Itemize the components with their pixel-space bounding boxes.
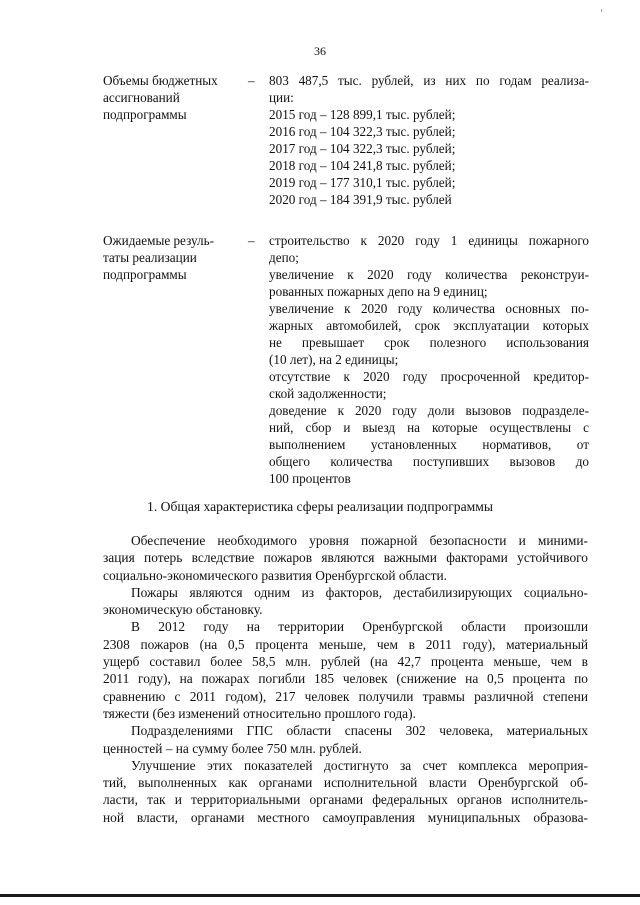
results-line: депо; bbox=[269, 250, 299, 265]
results-label-line: таты реализации bbox=[103, 250, 197, 265]
budget-line: 803 487,5 тыс. рублей, из них по годам реализа- bbox=[269, 73, 589, 88]
section-heading: 1. Общая характеристика сферы реализации подпрограммы bbox=[147, 499, 493, 514]
budget-line: ции: bbox=[269, 90, 294, 105]
budget-content bbox=[269, 72, 589, 208]
budget-label-line: ассигнований bbox=[103, 90, 180, 105]
budget-year-line: 2018 год – 104 241,8 тыс. рублей; bbox=[269, 158, 456, 173]
paragraph-line: Пожары являются одним из факторов, дестабилизирующих социально- bbox=[131, 584, 588, 600]
budget-year-line: 2020 год – 184 391,9 тыс. рублей bbox=[269, 192, 452, 207]
body-text bbox=[103, 532, 588, 826]
results-label-line: подпрограммы bbox=[103, 267, 187, 282]
budget-year-line: 2016 год – 104 322,3 тыс. рублей; bbox=[269, 124, 456, 139]
results-line: увеличение к 2020 году количества реконструи- bbox=[269, 267, 589, 282]
paragraph-line: тяжести (без изменений относительно прошлого года). bbox=[103, 705, 416, 721]
corner-mark: ‘ bbox=[600, 8, 604, 19]
results-line: 100 процентов bbox=[269, 471, 351, 486]
results-line: ской задолженности; bbox=[269, 386, 387, 401]
paragraph-line: экономическую обстановку. bbox=[103, 602, 263, 618]
results-line: рованных пожарных депо на 9 единиц; bbox=[269, 284, 488, 299]
paragraph-line: ласти, так и территориальными органами федеральных органов исполнитель- bbox=[103, 792, 588, 808]
results-dash: – bbox=[248, 233, 255, 248]
results-line: доведение к 2020 году доли вызовов подразделе- bbox=[269, 403, 589, 418]
results-line: общего количества поступивших вызовов до bbox=[269, 454, 589, 469]
results-line: строительство к 2020 году 1 единицы пожарного bbox=[269, 233, 589, 248]
scan-bottom-edge bbox=[0, 894, 640, 897]
results-line: ний, сбор и выезд на которые осуществлены с bbox=[269, 420, 589, 435]
results-content bbox=[269, 232, 589, 487]
results-line: не превышает срок полезного использования bbox=[269, 335, 589, 350]
budget-label-line: подпрограммы bbox=[103, 107, 187, 122]
paragraph-line: ценностей – на сумму более 750 млн. рублей. bbox=[103, 740, 362, 756]
paragraph-line: зация потерь вследствие пожаров являются важными факторами устойчивого bbox=[103, 550, 588, 566]
paragraph-line: 2011 году), на пожарах погибли 185 человек (снижение на 0,5 процента по bbox=[103, 671, 588, 687]
paragraph-line: ущерб составил более 58,5 млн. рублей (на 42,7 процента меньше, чем в bbox=[103, 654, 588, 670]
results-line: выполнением установленных нормативов, от bbox=[269, 437, 589, 452]
budget-year-line: 2015 год – 128 899,1 тыс. рублей; bbox=[269, 107, 456, 122]
budget-label bbox=[103, 72, 243, 123]
paragraph-line: 2308 пожаров (на 0,5 процента меньше, чем в 2011 году), материальный bbox=[103, 636, 588, 652]
results-line: отсутствие к 2020 году просроченной кредитор- bbox=[269, 369, 589, 384]
results-label-line: Ожидаемые резуль- bbox=[103, 233, 215, 248]
results-line: жарных автомобилей, срок эксплуатации которых bbox=[269, 318, 589, 333]
paragraph-line: Улучшение этих показателей достигнуто за счет комплекса мероприя- bbox=[131, 757, 588, 773]
budget-dash: – bbox=[248, 73, 255, 88]
paragraph-line: В 2012 году на территории Оренбургской области произошли bbox=[131, 619, 588, 635]
budget-year-line: 2019 год – 177 310,1 тыс. рублей; bbox=[269, 175, 456, 190]
results-label bbox=[103, 232, 243, 283]
page-number: 36 bbox=[314, 44, 326, 58]
budget-year-line: 2017 год – 104 322,3 тыс. рублей; bbox=[269, 141, 456, 156]
expected-results-block bbox=[103, 232, 588, 492]
paragraph-line: Обеспечение необходимого уровня пожарной безопасности и миними- bbox=[131, 533, 588, 548]
paragraph-line: Подразделениями ГПС области спасены 302 человека, материальных bbox=[131, 723, 588, 739]
paragraph-line: сравнению с 2011 годом), 217 человек получили травмы различной степени bbox=[103, 688, 588, 704]
paragraph-line: тий, выполненных как органами исполнительной власти Оренбургской об- bbox=[103, 775, 588, 791]
paragraph-line: социально-экономического развития Оренбургской области. bbox=[103, 567, 448, 583]
results-line: увеличение к 2020 году количества основных по- bbox=[269, 301, 589, 316]
results-line: (10 лет), на 2 единицы; bbox=[269, 352, 399, 367]
budget-label-line: Объемы бюджетных bbox=[103, 73, 218, 88]
paragraph-line: ной власти, органами местного самоуправления муниципальных образова- bbox=[103, 809, 588, 825]
budget-allocations-block bbox=[103, 72, 588, 212]
